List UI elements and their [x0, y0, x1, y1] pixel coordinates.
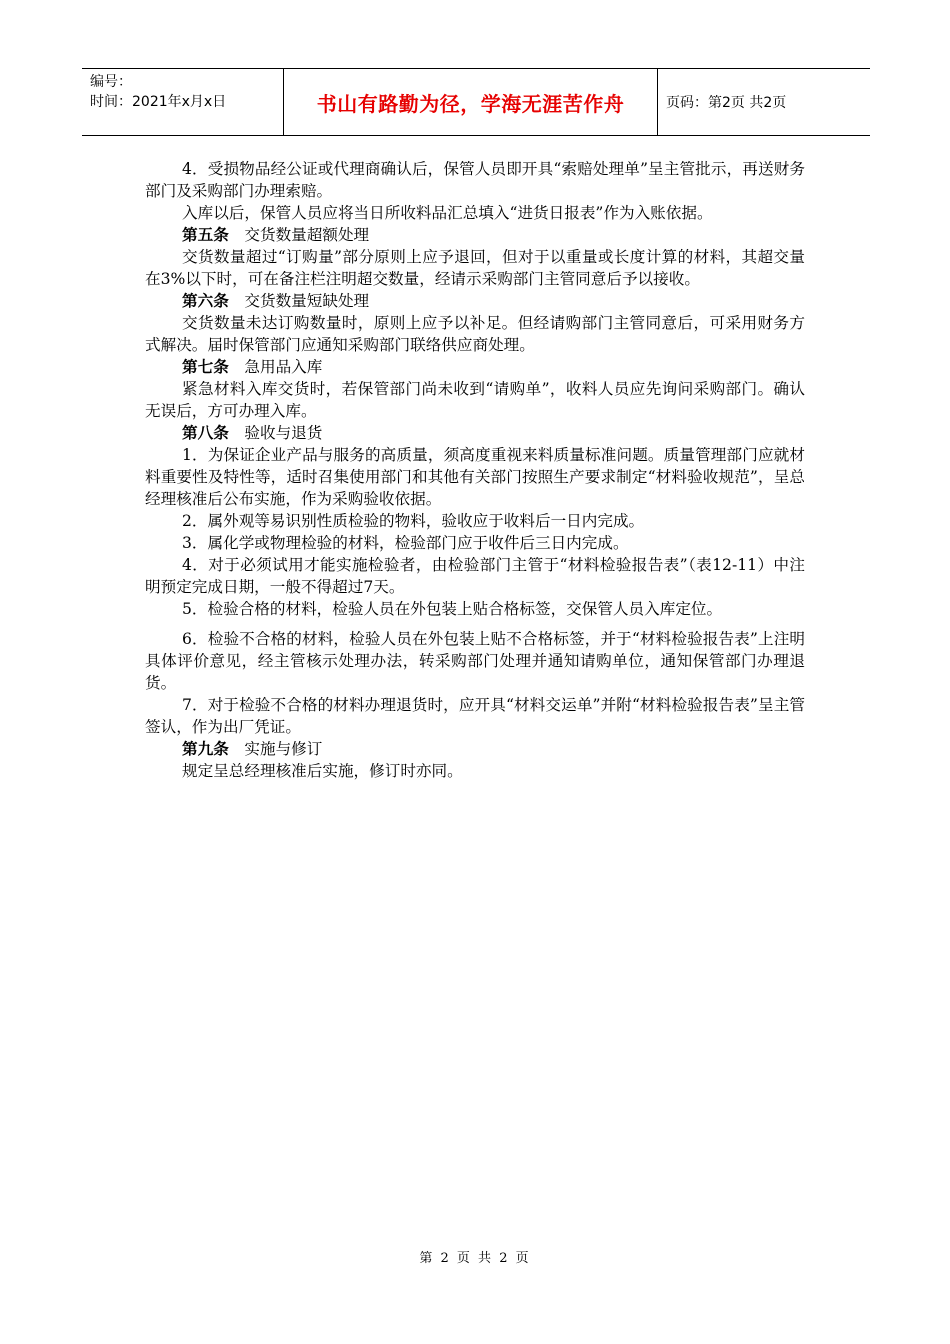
- paragraph-text: 4．受损物品经公证或代理商确认后，保管人员即开具“索赔处理单”呈主管批示，再送财务部门及采购部门办理索赔。: [145, 160, 805, 200]
- paragraph-text: 3．属化学或物理检验的材料，检验部门应于收件后三日内完成。: [182, 534, 629, 552]
- paragraph-text: 5．检验合格的材料，检验人员在外包装上贴合格标签，交保管人员入库定位。: [182, 600, 723, 618]
- paragraph: [145, 554, 805, 598]
- paragraph-text: 急用品入库: [228, 358, 323, 376]
- paragraph: [145, 760, 805, 782]
- paragraph-text: 实施与修订: [228, 740, 323, 758]
- paragraph-text: 2．属外观等易识别性质检验的物料，验收应于收料后一日内完成。: [182, 512, 645, 530]
- paragraph-text: 紧急材料入库交货时，若保管部门尚未收到“请购单”，收料人员应先询问采购部门。确认无误后，方可办理入库。: [145, 380, 805, 420]
- header-page-info: 页码：第2页 共2页: [666, 95, 787, 111]
- paragraph-text: 7．对于检验不合格的材料办理退货时，应开具“材料交运单”并附“材料检验报告表”呈主管签认，作为出厂凭证。: [145, 696, 805, 736]
- paragraph: [145, 694, 805, 738]
- paragraph-text: 交货数量超额处理: [228, 226, 370, 244]
- article-number: 第八条: [182, 423, 229, 442]
- paragraph: [145, 202, 805, 224]
- article-number: 第七条: [182, 357, 229, 376]
- paragraph: [145, 246, 805, 290]
- paragraph: [145, 510, 805, 532]
- article-heading: [145, 290, 805, 312]
- article-number: 第六条: [182, 291, 229, 310]
- article-heading: [145, 738, 805, 760]
- paragraph-text: 交货数量未达订购数量时，原则上应予以补足。但经请购部门主管同意后，可采用财务方式解决。届时保管部门应通知采购部门联络供应商处理。: [145, 314, 805, 354]
- paragraph-text: 验收与退货: [228, 424, 323, 442]
- paragraph: [145, 598, 805, 620]
- article-heading: [145, 224, 805, 246]
- page-footer: 第 2 页 共 2 页: [419, 1251, 531, 1266]
- article-number: 第九条: [182, 739, 229, 758]
- paragraph: [145, 158, 805, 202]
- paragraph: [145, 532, 805, 554]
- paragraph-text: 交货数量超过“订购量”部分原则上应予退回，但对于以重量或长度计算的材料，其超交量在3%以下时，可在备注栏注明超交数量，经请示采购部门主管同意后予以接收。: [145, 248, 805, 288]
- article-heading: [145, 422, 805, 444]
- paragraph-text: 4．对于必须试用才能实施检验者，由检验部门主管于“材料检验报告表”（表12-11）中注明预定完成日期，一般不得超过7天。: [145, 556, 805, 596]
- paragraph-text: 6．检验不合格的材料，检验人员在外包装上贴不合格标签，并于“材料检验报告表”上注明具体评价意见，经主管核示处理办法，转采购部门处理并通知请购单位，通知保管部门办理退货。: [145, 630, 805, 692]
- time-label: 时间：2021年x月x日: [90, 94, 227, 110]
- header-motto: 书山有路勤为径，学海无涯苦作舟: [284, 69, 658, 135]
- paragraph: [145, 378, 805, 422]
- paragraph-text: 入库以后，保管人员应将当日所收料品汇总填入“进货日报表”作为入账依据。: [182, 204, 713, 222]
- paragraph: [145, 628, 805, 694]
- serial-label: 编号：: [90, 74, 132, 90]
- paragraph: [145, 312, 805, 356]
- paragraph: [145, 444, 805, 510]
- page-header: [82, 68, 870, 136]
- document-body: [145, 158, 805, 782]
- article-heading: [145, 356, 805, 378]
- header-meta: [82, 69, 284, 135]
- article-number: 第五条: [182, 225, 229, 244]
- paragraph-text: 交货数量短缺处理: [228, 292, 370, 310]
- paragraph-text: 1．为保证企业产品与服务的高质量，须高度重视来料质量标准问题。质量管理部门应就材料重要性及特性等，适时召集使用部门和其他有关部门按照生产要求制定“材料验收规范”，呈总经理核准后公布实施，作为采购验收依据。: [145, 446, 805, 508]
- paragraph-text: 规定呈总经理核准后实施，修订时亦同。: [182, 762, 463, 780]
